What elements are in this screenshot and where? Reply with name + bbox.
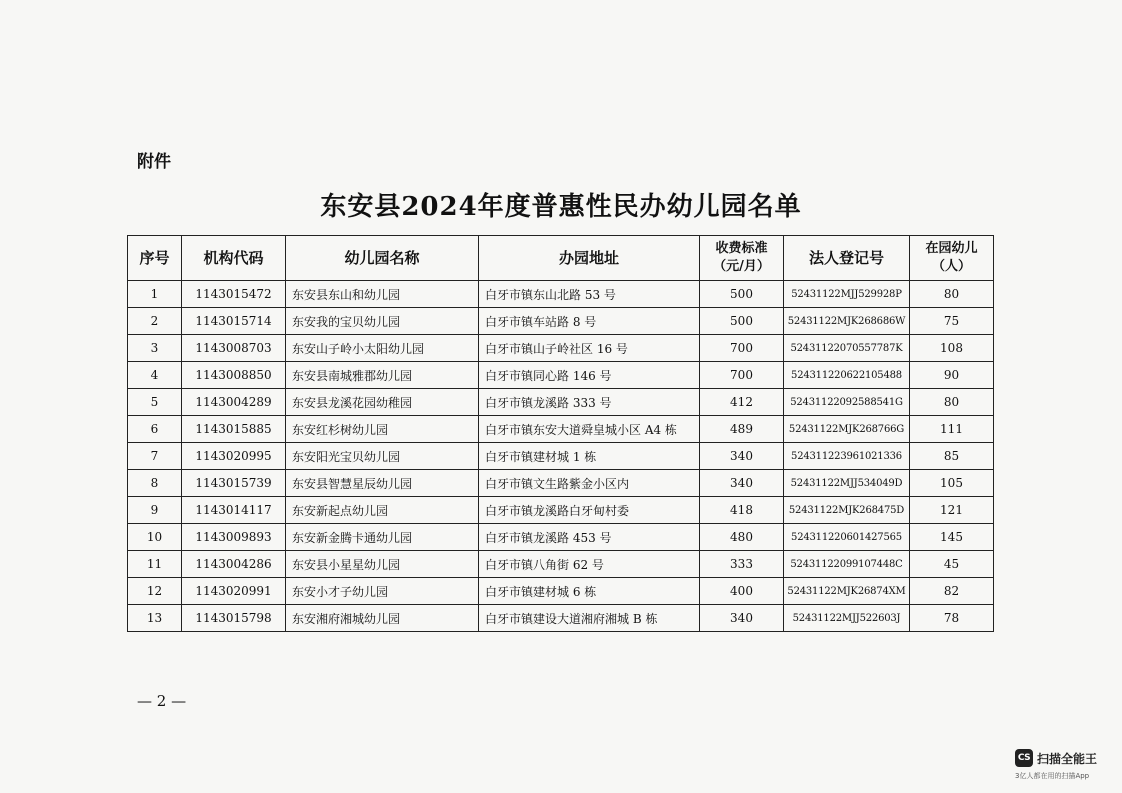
cell-kids: 105	[910, 470, 994, 497]
header-fee-line2: （元/月）	[713, 259, 770, 274]
cell-kids: 80	[910, 389, 994, 416]
cell-address: 白牙市镇龙溪路白牙甸村委	[479, 497, 700, 524]
cell-address: 白牙市镇东安大道舜皇城小区 A4 栋	[479, 416, 700, 443]
cell-reg: 52431122070557787K	[784, 335, 910, 362]
cell-fee: 700	[700, 362, 784, 389]
cell-reg: 52431122092588541G	[784, 389, 910, 416]
cell-fee: 333	[700, 551, 784, 578]
cell-reg: 52431122MJK268475D	[784, 497, 910, 524]
table-row	[128, 605, 994, 632]
cell-seq: 10	[128, 524, 182, 551]
cell-address: 白牙市镇建设大道湘府湘城 B 栋	[479, 605, 700, 632]
cell-reg: 52431122099107448C	[784, 551, 910, 578]
cell-kids: 108	[910, 335, 994, 362]
cell-code: 1143008850	[182, 362, 286, 389]
cell-seq: 5	[128, 389, 182, 416]
cell-code: 1143015714	[182, 308, 286, 335]
cell-kids: 82	[910, 578, 994, 605]
cell-seq: 12	[128, 578, 182, 605]
page-number: — 2 —	[137, 692, 187, 710]
table-row	[128, 308, 994, 335]
cell-name: 东安县智慧星辰幼儿园	[286, 470, 479, 497]
cell-reg: 524311220601427565	[784, 524, 910, 551]
cell-seq: 1	[128, 281, 182, 308]
cell-code: 1143004286	[182, 551, 286, 578]
cell-reg: 52431122MJJ522603J	[784, 605, 910, 632]
cell-reg: 524311220622105488	[784, 362, 910, 389]
cell-address: 白牙市镇龙溪路 333 号	[479, 389, 700, 416]
cell-code: 1143008703	[182, 335, 286, 362]
cell-seq: 6	[128, 416, 182, 443]
cell-name: 东安县东山和幼儿园	[286, 281, 479, 308]
header-address: 办园地址	[479, 236, 700, 281]
cell-code: 1143015885	[182, 416, 286, 443]
cell-seq: 3	[128, 335, 182, 362]
cell-address: 白牙市镇同心路 146 号	[479, 362, 700, 389]
table-body	[128, 281, 994, 632]
cell-name: 东安阳光宝贝幼儿园	[286, 443, 479, 470]
cell-kids: 75	[910, 308, 994, 335]
table-row	[128, 524, 994, 551]
cell-reg: 52431122MJK26874XM	[784, 578, 910, 605]
cell-fee: 500	[700, 281, 784, 308]
cell-seq: 7	[128, 443, 182, 470]
cell-address: 白牙市镇山子岭社区 16 号	[479, 335, 700, 362]
cell-name: 东安县小星星幼儿园	[286, 551, 479, 578]
cell-seq: 2	[128, 308, 182, 335]
cell-kids: 80	[910, 281, 994, 308]
cell-kids: 85	[910, 443, 994, 470]
watermark-app-name: 扫描全能王	[1037, 751, 1098, 766]
cell-address: 白牙市镇八角街 62 号	[479, 551, 700, 578]
table-row	[128, 389, 994, 416]
cell-kids: 45	[910, 551, 994, 578]
cell-address: 白牙市镇龙溪路 453 号	[479, 524, 700, 551]
cell-seq: 13	[128, 605, 182, 632]
header-name: 幼儿园名称	[286, 236, 479, 281]
cell-fee: 412	[700, 389, 784, 416]
cell-name: 东安新金腾卡通幼儿园	[286, 524, 479, 551]
cell-fee: 340	[700, 443, 784, 470]
cell-name: 东安红杉树幼儿园	[286, 416, 479, 443]
cell-name: 东安新起点幼儿园	[286, 497, 479, 524]
table-row	[128, 416, 994, 443]
table-row	[128, 578, 994, 605]
cell-kids: 111	[910, 416, 994, 443]
cell-reg: 52431122MJJ529928P	[784, 281, 910, 308]
cell-fee: 340	[700, 470, 784, 497]
cell-address: 白牙市镇建材城 1 栋	[479, 443, 700, 470]
cell-fee: 340	[700, 605, 784, 632]
attachment-label: 附件	[137, 152, 171, 172]
header-fee-line1: 收费标准	[715, 241, 768, 256]
cell-code: 1143009893	[182, 524, 286, 551]
header-seq: 序号	[128, 236, 182, 281]
cell-name: 东安县龙溪花园幼稚园	[286, 389, 479, 416]
header-kids	[910, 236, 994, 281]
table-header-row	[128, 236, 994, 281]
cell-name: 东安县南城雅郡幼儿园	[286, 362, 479, 389]
table-row	[128, 497, 994, 524]
cell-kids: 90	[910, 362, 994, 389]
cell-reg: 52431122MJJ534049D	[784, 470, 910, 497]
cell-seq: 4	[128, 362, 182, 389]
cell-name: 东安小才子幼儿园	[286, 578, 479, 605]
table-row	[128, 470, 994, 497]
cell-code: 1143020995	[182, 443, 286, 470]
cell-code: 1143015472	[182, 281, 286, 308]
cell-code: 1143004289	[182, 389, 286, 416]
cell-fee: 418	[700, 497, 784, 524]
header-kids-line1: 在园幼儿	[925, 241, 978, 256]
cell-kids: 121	[910, 497, 994, 524]
cell-reg: 524311223961021336	[784, 443, 910, 470]
cell-kids: 145	[910, 524, 994, 551]
cell-seq: 8	[128, 470, 182, 497]
cell-code: 1143015798	[182, 605, 286, 632]
cell-fee: 400	[700, 578, 784, 605]
cell-code: 1143020991	[182, 578, 286, 605]
table-row	[128, 362, 994, 389]
scanner-watermark	[1015, 749, 1097, 767]
cell-fee: 489	[700, 416, 784, 443]
table-row	[128, 335, 994, 362]
cell-seq: 11	[128, 551, 182, 578]
table-row	[128, 443, 994, 470]
cell-code: 1143014117	[182, 497, 286, 524]
document-title: 东安县2024年度普惠性民办幼儿园名单	[320, 192, 802, 222]
cell-reg: 52431122MJK268766G	[784, 416, 910, 443]
cell-seq: 9	[128, 497, 182, 524]
cell-address: 白牙市镇东山北路 53 号	[479, 281, 700, 308]
table-row	[128, 551, 994, 578]
cell-name: 东安山子岭小太阳幼儿园	[286, 335, 479, 362]
cell-fee: 480	[700, 524, 784, 551]
header-code: 机构代码	[182, 236, 286, 281]
header-kids-line2: （人）	[931, 259, 971, 274]
cell-address: 白牙市镇文生路紫金小区内	[479, 470, 700, 497]
cell-reg: 52431122MJK268686W	[784, 308, 910, 335]
cell-fee: 500	[700, 308, 784, 335]
cell-address: 白牙市镇建材城 6 栋	[479, 578, 700, 605]
header-reg: 法人登记号	[784, 236, 910, 281]
cs-logo-icon: CS	[1015, 749, 1033, 767]
kindergarten-table	[127, 235, 994, 632]
cell-address: 白牙市镇车站路 8 号	[479, 308, 700, 335]
table-row	[128, 281, 994, 308]
header-fee	[700, 236, 784, 281]
cell-fee: 700	[700, 335, 784, 362]
cell-code: 1143015739	[182, 470, 286, 497]
cell-kids: 78	[910, 605, 994, 632]
cell-name: 东安湘府湘城幼儿园	[286, 605, 479, 632]
watermark-subtitle: 3亿人都在用的扫描App	[1015, 772, 1090, 780]
cell-name: 东安我的宝贝幼儿园	[286, 308, 479, 335]
